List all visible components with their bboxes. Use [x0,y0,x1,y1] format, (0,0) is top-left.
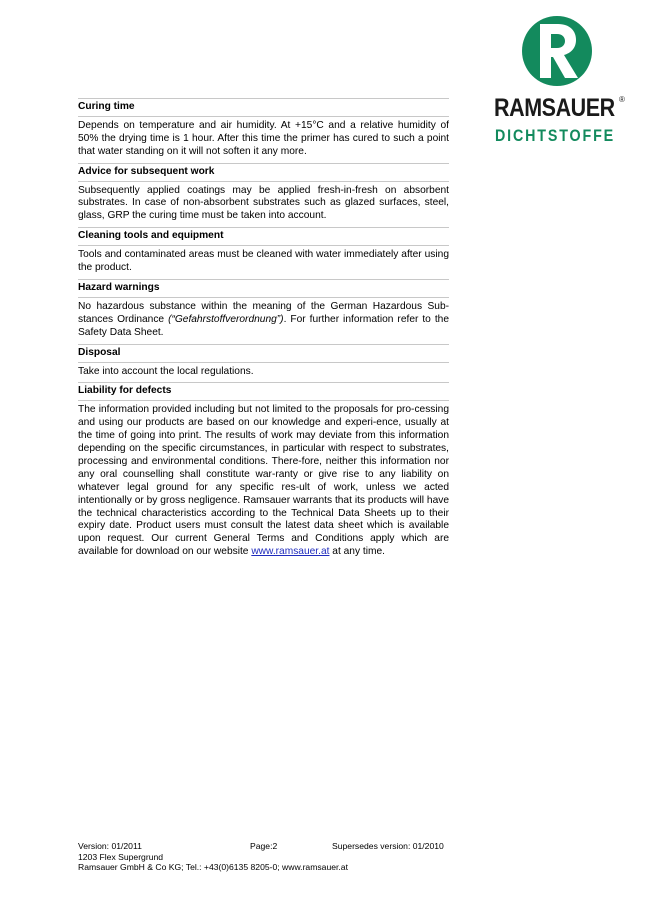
company-logo [494,16,624,156]
hazard-text-before: No hazardous substance within the meaning of the German Hazardous Sub-stances Ordinance [78,300,449,325]
liability-text-after: at any time. [329,546,385,558]
footer-product: 1203 Flex Supergrund [78,851,164,862]
section-cleaning-tools [78,227,449,279]
document-body [78,98,449,563]
section-curing-time [78,98,449,163]
section-text: Subsequently applied coatings may be applied fresh-in-fresh on absorbent substrates. In case of non-absorbent substrates such as glazed surfaces, steel, glass, GRP the curing time must be taken into account. [78,184,449,222]
ramsauer-r-icon [534,22,580,80]
logo-circle [522,16,592,86]
website-link[interactable]: www.ramsauer.at [251,546,330,558]
section-text [78,298,449,344]
registered-mark: ® [619,95,625,104]
footer-row [78,841,450,852]
section-disposal [78,344,449,383]
section-text: Take into account the local regulations. [78,365,254,377]
logo-subtitle: DICHTSTOFFE [495,126,616,145]
section-subsequent-work [78,163,449,228]
footer-version: Version: 01/2011 [78,841,142,851]
footer-page-number: Page:2 [250,841,278,851]
footer-company: Ramsauer GmbH & Co KG; Tel.: +43(0)6135 8205-0; www.ramsauer.at [78,862,348,873]
page-footer [78,841,450,873]
section-heading: Hazard warnings [78,279,449,298]
section-text [78,401,449,563]
logo-brand: RAMSAUER [494,94,615,122]
footer-supersedes: Supersedes version: 01/2010 [332,841,444,851]
section-text: Tools and contaminated areas must be cleaned with water immediately after using the product. [78,249,449,274]
section-heading: Cleaning tools and equipment [78,227,449,246]
section-heading: Liability for defects [78,382,449,401]
hazard-text-italic: (“Gefahrstoffverordnung”) [168,313,284,325]
section-liability [78,382,449,563]
section-hazard-warnings [78,279,449,344]
section-heading: Advice for subsequent work [78,163,449,182]
section-text: Depends on temperature and air humidity. At +15°C and a relative humidity of 50% the drying time is 1 hour. After this time the primer has cured to such a point that water standing on it will not soften it any more. [78,119,449,157]
hazard-text-after: . For further information refer to the Safety Data Sheet. [78,313,449,338]
liability-text: The information provided including but not limited to the proposals for pro-cessing and using our products are based on our knowledge and experi-ence, usually at the time of going into print. The results of work may deviate from this information depending on the specific circumstances, in particular with respect to substrates, processing and environmental conditions. There-fore, neither this information nor any oral counselling shall constitute war-ranty or give rise to any liability on whatever legal ground for any specific res-ult of work, unless we acted intentionally or by gross negligence. Ramsauer warrants that its products will have the technical characteristics according to the Technical Data Sheets up to their expiry date. Product users must consult the latest data sheet which is available upon request. Our current General Terms and Conditions apply which are available for download on our website [78,404,449,558]
section-heading: Curing time [78,98,449,117]
section-heading: Disposal [78,344,449,363]
